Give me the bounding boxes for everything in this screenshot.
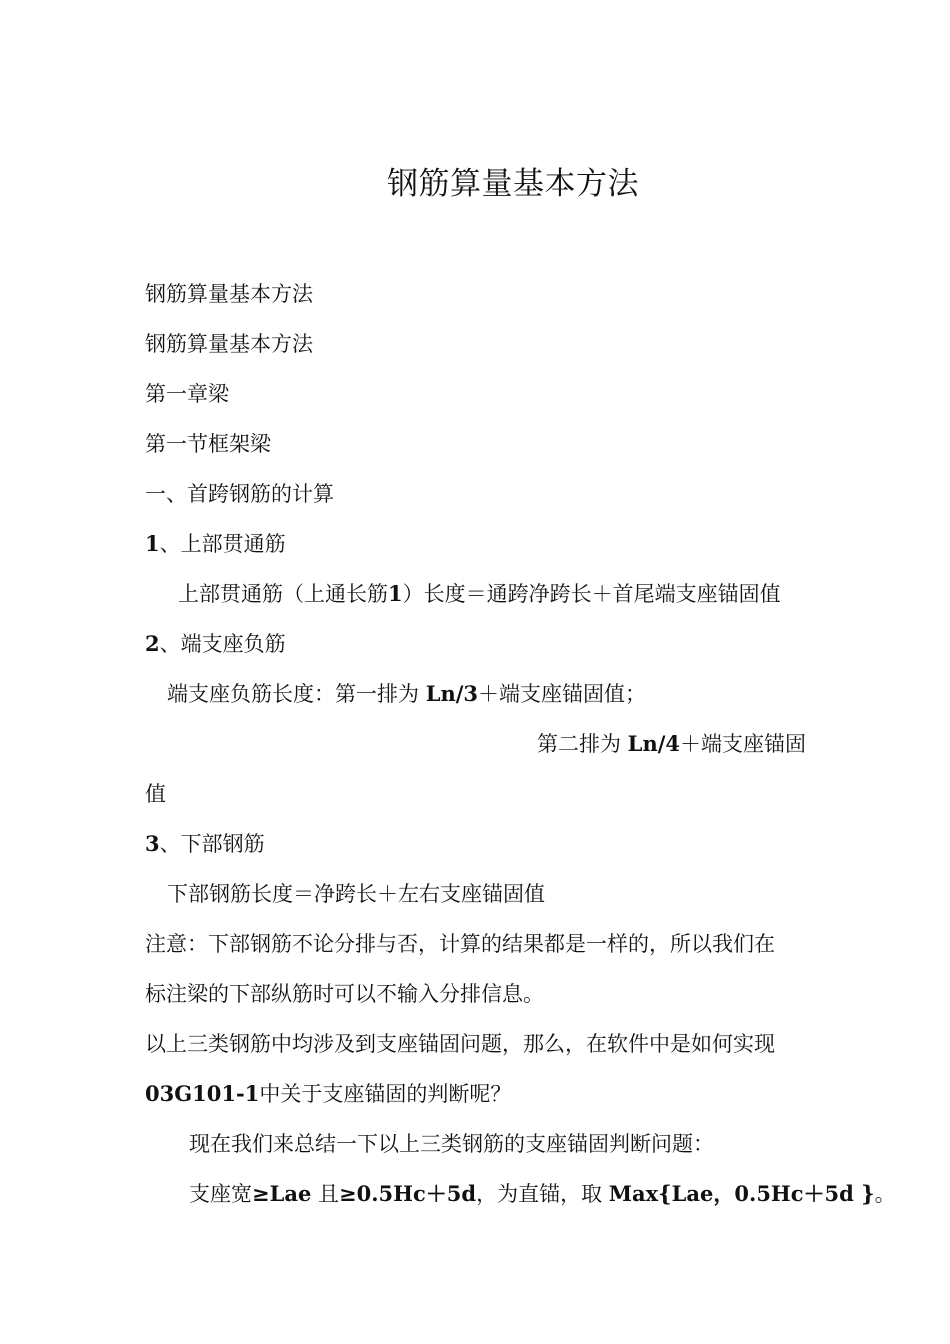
text-line: 钢筋算量基本方法 (145, 282, 313, 306)
item-title: 、上部贯通筋 (159, 532, 286, 556)
text-span-bold: 03G101-1 (145, 1081, 260, 1106)
section-heading: 第一节框架梁 (145, 432, 271, 456)
subsection-heading: 一、首跨钢筋的计算 (145, 482, 334, 506)
item-body-1 (178, 580, 781, 608)
note-line-2: 标注梁的下部纵筋时可以不输入分排信息。 (145, 982, 544, 1006)
paragraph-line-1: 以上三类钢筋中均涉及到支座锚固问题，那么，在软件中是如何实现 (145, 1032, 775, 1056)
item-heading-1 (145, 530, 286, 558)
text-span-bold: Ln/4 (627, 731, 680, 756)
text-span: 中关于支座锚固的判断呢？ (259, 1082, 512, 1106)
item-number: 2 (145, 631, 160, 656)
text-span: 。 (874, 1182, 896, 1206)
item-heading-2 (145, 630, 286, 658)
item-heading-3 (145, 830, 265, 858)
item-title: 、下部钢筋 (159, 832, 265, 856)
item-number: 1 (145, 531, 160, 556)
text-span-bold: 1 (388, 581, 403, 606)
text-span: 端支座负筋长度：第一排为 (167, 682, 426, 706)
text-span: ＋端支座锚固值； (478, 682, 647, 706)
text-span-bold: ≥Lae (252, 1181, 312, 1206)
text-span: ，为直锚，取 (476, 1182, 609, 1206)
item-body-3: 下部钢筋长度＝净跨长＋左右支座锚固值 (167, 882, 545, 906)
text-span: ）长度＝通跨净跨长＋首尾端支座锚固值 (402, 582, 781, 606)
paragraph-line-3: 现在我们来总结一下以上三类钢筋的支座锚固判断问题： (189, 1132, 714, 1156)
item-body-2-line2 (537, 730, 806, 758)
document-title: 钢筋算量基本方法 (387, 166, 639, 202)
paragraph-line-2 (145, 1080, 511, 1108)
item-title: 、端支座负筋 (159, 632, 286, 656)
text-span: 上部贯通筋（上通长筋 (178, 582, 388, 606)
text-span-bold: Ln/3 (425, 681, 479, 706)
text-span: 且 (311, 1182, 340, 1206)
item-body-2-line3: 值 (145, 782, 166, 806)
text-span-bold: Max{Lae，0.5Hc＋5d } (608, 1181, 875, 1206)
note-line-1: 注意：下部钢筋不论分排与否，计算的结果都是一样的，所以我们在 (145, 932, 775, 956)
paragraph-line-4 (189, 1180, 896, 1208)
item-body-2 (167, 680, 646, 708)
item-number: 3 (145, 831, 160, 856)
text-span-bold: ≥0.5Hc＋5d (339, 1181, 477, 1206)
chapter-heading: 第一章梁 (145, 382, 229, 406)
text-span: ＋端支座锚固 (680, 732, 806, 756)
text-span: 支座宽 (189, 1182, 252, 1206)
text-span: 第二排为 (536, 732, 628, 756)
text-line: 钢筋算量基本方法 (145, 332, 313, 356)
